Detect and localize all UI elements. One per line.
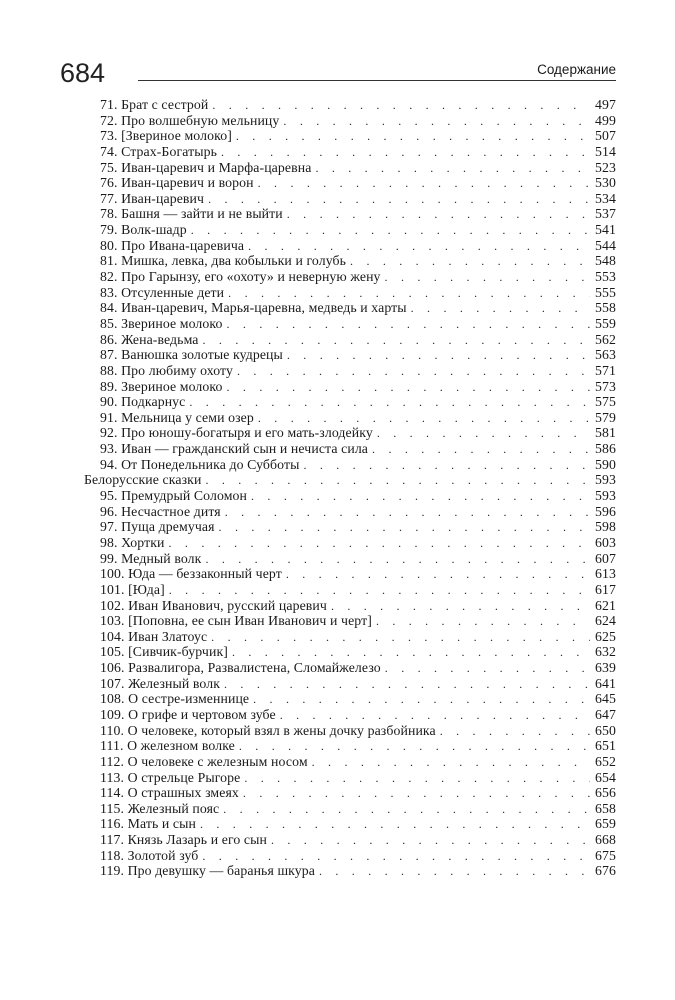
dot-leader — [271, 833, 590, 849]
toc-entry-page: 563 — [595, 347, 616, 363]
toc-entry-title: 105. [Сивчик-бурчик] — [100, 644, 228, 660]
toc-entry[interactable] — [84, 535, 616, 551]
toc-entry-title: 95. Премудрый Соломон — [100, 488, 248, 504]
toc-entry[interactable] — [84, 206, 616, 222]
toc-entry[interactable] — [84, 613, 616, 629]
toc-entry-title: 89. Звериное молоко — [100, 378, 223, 394]
toc-entry[interactable] — [84, 723, 616, 739]
toc-entry-page: 558 — [595, 300, 616, 316]
dot-leader — [258, 176, 590, 192]
toc-entry-title: 94. От Понедельника до Субботы — [100, 456, 300, 472]
toc-entry[interactable] — [84, 144, 616, 160]
toc-entry-title: 103. [Поповна, ее сын Иван Иванович и черт] — [100, 613, 372, 629]
header-rule — [138, 80, 616, 81]
toc-entry-page: 613 — [595, 566, 616, 582]
toc-entry[interactable] — [84, 394, 616, 410]
toc-entry[interactable] — [84, 160, 616, 176]
toc-entry-page: 499 — [595, 112, 616, 128]
toc-entry-title: 80. Про Ивана-царевича — [100, 237, 245, 253]
toc-entry-page: 652 — [595, 753, 616, 769]
dot-leader — [228, 286, 590, 302]
toc-entry-page: 507 — [595, 128, 616, 144]
page-number: 684 — [60, 58, 106, 88]
dot-leader — [237, 364, 590, 380]
toc-entry-page: 656 — [595, 785, 616, 801]
toc-entry-title: 77. Иван-царевич — [100, 190, 205, 206]
dot-leader — [212, 98, 590, 114]
dot-leader — [331, 599, 590, 615]
toc-entry-title: 78. Башня — зайти и не выйти — [100, 206, 283, 222]
toc-entry-title: 82. Про Гарынзу, его «охоту» и неверную жену — [100, 269, 381, 285]
dot-leader — [236, 129, 590, 145]
toc-entry-page: 555 — [595, 284, 616, 300]
toc-entry-title: 115. Железный пояс — [100, 800, 220, 816]
toc-entry-page: 621 — [595, 597, 616, 613]
toc-entry-page: 625 — [595, 628, 616, 644]
dot-leader — [203, 333, 590, 349]
dot-leader — [227, 380, 590, 396]
toc-entry[interactable] — [84, 191, 616, 207]
toc-entry-title: 84. Иван-царевич, Марья-царевна, медведь и харты — [100, 300, 407, 316]
toc-entry[interactable] — [84, 332, 616, 348]
toc-entry[interactable] — [84, 582, 616, 598]
toc-entry-page: 541 — [595, 222, 616, 238]
toc-entry-title: 117. Князь Лазарь и его сын — [100, 832, 267, 848]
toc-entry-title: 118. Золотой зуб — [100, 847, 199, 863]
section-title: Содержание — [533, 62, 616, 78]
dot-leader — [258, 411, 590, 427]
dot-leader — [251, 489, 590, 505]
dot-leader — [225, 505, 590, 521]
toc-entry-title: 79. Волк-шадр — [100, 222, 187, 238]
dot-leader — [200, 817, 590, 833]
dot-leader — [191, 223, 590, 239]
dot-leader — [253, 692, 590, 708]
toc-entry-page: 573 — [595, 378, 616, 394]
toc-entry-title: 112. О человеке с железным носом — [100, 753, 308, 769]
toc-entry[interactable] — [84, 425, 616, 441]
toc-entry-page: 603 — [595, 534, 616, 550]
toc-entry-title: 96. Несчастное дитя — [100, 503, 221, 519]
toc-entry[interactable] — [84, 754, 616, 770]
toc-entry-title: 110. О человеке, который взял в жены дочку разбойника — [100, 722, 436, 738]
toc-entry-title: 81. Мишка, левка, два кобыльки и голубь — [100, 253, 347, 269]
dot-leader — [208, 192, 590, 208]
toc-entry[interactable] — [84, 363, 616, 379]
toc-entry-page: 548 — [595, 253, 616, 269]
toc-entry[interactable] — [84, 347, 616, 363]
toc-entry-title: 92. Про юношу-богатыря и его мать-злодейку — [100, 425, 373, 441]
toc-entry[interactable] — [84, 504, 616, 520]
dot-leader — [287, 348, 590, 364]
table-of-contents — [84, 97, 616, 879]
dot-leader — [189, 395, 590, 411]
toc-entry-title: 73. [Звериное молоко] — [100, 128, 232, 144]
toc-entry-title: 85. Звериное молоко — [100, 315, 223, 331]
toc-entry-page: 668 — [595, 832, 616, 848]
toc-entry-title: 76. Иван-царевич и ворон — [100, 175, 254, 191]
toc-entry-title: 116. Мать и сын — [100, 816, 196, 832]
toc-entry-title: 93. Иван — гражданский сын и нечиста сила — [100, 441, 369, 457]
toc-entry-page: 562 — [595, 331, 616, 347]
dot-leader — [280, 708, 590, 724]
toc-entry-title: 106. Развалигора, Развалистена, Сломайжелезо — [100, 660, 381, 676]
toc-entry-title: 108. О сестре-изменнице — [100, 691, 250, 707]
toc-entry-title: 101. [Юда] — [100, 581, 165, 597]
toc-entry[interactable] — [84, 770, 616, 786]
toc-entry[interactable] — [84, 551, 616, 567]
toc-entry-title: 100. Юда — беззаконный черт — [100, 566, 282, 582]
toc-entry-page: 590 — [595, 456, 616, 472]
toc-entry[interactable] — [84, 253, 616, 269]
toc-entry[interactable] — [84, 519, 616, 535]
toc-entry-title: 119. Про девушку — баранья шкура — [100, 863, 315, 879]
toc-entry[interactable] — [84, 300, 616, 316]
toc-entry[interactable] — [84, 629, 616, 645]
dot-leader — [319, 864, 590, 880]
toc-entry[interactable] — [84, 738, 616, 754]
toc-entry-title: 104. Иван Златоус — [100, 628, 208, 644]
dot-leader — [169, 536, 590, 552]
dot-leader — [232, 645, 590, 661]
toc-entry-page: 571 — [595, 362, 616, 378]
toc-entry-title: 90. Подкарнус — [100, 394, 186, 410]
toc-entry-page: 675 — [595, 847, 616, 863]
dot-leader — [205, 552, 590, 568]
toc-entry[interactable] — [84, 801, 616, 817]
toc-entry[interactable] — [84, 285, 616, 301]
toc-entry[interactable] — [84, 488, 616, 504]
toc-entry-title: 83. Отсуленные дети — [100, 284, 225, 300]
toc-entry-page: 530 — [595, 175, 616, 191]
toc-entry-page: 598 — [595, 519, 616, 535]
dot-leader — [385, 270, 590, 286]
dot-leader — [202, 849, 590, 865]
toc-entry-page: 658 — [595, 800, 616, 816]
dot-leader — [350, 254, 590, 270]
toc-entry[interactable] — [84, 785, 616, 801]
dot-leader — [385, 661, 590, 677]
dot-leader — [221, 145, 590, 161]
toc-entry-page: 676 — [595, 863, 616, 879]
toc-entry[interactable] — [84, 848, 616, 864]
toc-entry-page: 575 — [595, 394, 616, 410]
toc-entry[interactable] — [84, 707, 616, 723]
dot-leader — [440, 724, 590, 740]
toc-entry-page: 632 — [595, 644, 616, 660]
toc-entry[interactable] — [84, 410, 616, 426]
toc-entry[interactable] — [84, 660, 616, 676]
toc-entry-page: 607 — [595, 550, 616, 566]
dot-leader — [303, 458, 590, 474]
dot-leader — [312, 755, 590, 771]
toc-entry[interactable] — [84, 379, 616, 395]
toc-entry-title: 98. Хортки — [100, 534, 165, 550]
toc-entry-title: 102. Иван Иванович, русский царевич — [100, 597, 327, 613]
toc-entry[interactable] — [84, 598, 616, 614]
toc-entry-page: 593 — [595, 488, 616, 504]
toc-entry-page: 579 — [595, 409, 616, 425]
toc-entry-page: 654 — [595, 769, 616, 785]
toc-entry-page: 581 — [595, 425, 616, 441]
dot-leader — [377, 426, 590, 442]
toc-entry-title: 74. Страх-Богатырь — [100, 143, 217, 159]
toc-entry[interactable] — [84, 175, 616, 191]
toc-entry-page: 651 — [595, 738, 616, 754]
toc-entry-title: 86. Жена-ведьма — [100, 331, 199, 347]
toc-entry-page: 537 — [595, 206, 616, 222]
toc-section-heading[interactable] — [84, 472, 616, 488]
toc-entry-page: 624 — [595, 613, 616, 629]
toc-entry[interactable] — [84, 816, 616, 832]
toc-entry-page: 650 — [595, 722, 616, 738]
dot-leader — [239, 739, 590, 755]
dot-leader — [315, 161, 590, 177]
toc-entry-page: 641 — [595, 675, 616, 691]
toc-entry-page: 596 — [595, 503, 616, 519]
toc-entry-title: 75. Иван-царевич и Марфа-царевна — [100, 159, 312, 175]
dot-leader — [243, 786, 590, 802]
toc-entry[interactable] — [84, 457, 616, 473]
toc-entry-title: 114. О страшных змеях — [100, 785, 239, 801]
toc-entry-title: 88. Про любиму охоту — [100, 362, 233, 378]
dot-leader — [244, 771, 590, 787]
toc-entry-title: Белорусские сказки — [84, 472, 202, 488]
toc-entry[interactable] — [84, 832, 616, 848]
dot-leader — [205, 473, 590, 489]
toc-entry-page: 659 — [595, 816, 616, 832]
toc-entry-page: 553 — [595, 269, 616, 285]
toc-entry[interactable] — [84, 238, 616, 254]
toc-entry[interactable] — [84, 691, 616, 707]
toc-entry-title: 111. О железном волке — [100, 738, 235, 754]
toc-entry[interactable] — [84, 269, 616, 285]
dot-leader — [372, 442, 590, 458]
toc-entry[interactable] — [84, 441, 616, 457]
dot-leader — [227, 317, 590, 333]
toc-entry[interactable] — [84, 644, 616, 660]
toc-entry-title: 113. О стрельце Рыгоре — [100, 769, 241, 785]
dot-leader — [286, 567, 590, 583]
dot-leader — [248, 239, 590, 255]
toc-entry[interactable] — [84, 316, 616, 332]
dot-leader — [224, 677, 590, 693]
toc-entry-page: 639 — [595, 660, 616, 676]
toc-entry-page: 647 — [595, 706, 616, 722]
dot-leader — [211, 630, 590, 646]
toc-entry-title: 109. О грифе и чертовом зубе — [100, 706, 276, 722]
dot-leader — [223, 802, 590, 818]
toc-entry-page: 559 — [595, 315, 616, 331]
toc-entry-page: 617 — [595, 581, 616, 597]
toc-entry[interactable] — [84, 128, 616, 144]
dot-leader — [283, 114, 590, 130]
toc-entry[interactable] — [84, 222, 616, 238]
toc-entry-page: 523 — [595, 159, 616, 175]
toc-entry-page: 534 — [595, 190, 616, 206]
toc-entry-title: 99. Медный волк — [100, 550, 202, 566]
toc-entry[interactable] — [84, 863, 616, 879]
toc-entry-page: 514 — [595, 143, 616, 159]
dot-leader — [219, 520, 590, 536]
dot-leader — [169, 583, 590, 599]
toc-entry-title: 91. Мельница у семи озер — [100, 409, 254, 425]
toc-entry[interactable] — [84, 676, 616, 692]
toc-entry-title: 72. Про волшебную мельницу — [100, 112, 280, 128]
toc-entry-page: 586 — [595, 441, 616, 457]
toc-entry-title: 107. Железный волк — [100, 675, 221, 691]
dot-leader — [287, 207, 590, 223]
dot-leader — [411, 301, 590, 317]
toc-entry[interactable] — [84, 97, 616, 113]
toc-entry-title: 97. Пуща дремучая — [100, 519, 215, 535]
dot-leader — [376, 614, 590, 630]
toc-entry-page: 645 — [595, 691, 616, 707]
toc-entry[interactable] — [84, 113, 616, 129]
running-header — [60, 58, 616, 90]
toc-entry-page: 497 — [595, 97, 616, 112]
toc-entry[interactable] — [84, 566, 616, 582]
toc-entry-page: 593 — [595, 472, 616, 488]
toc-entry-title: 71. Брат с сестрой — [100, 97, 209, 112]
toc-entry-page: 544 — [595, 237, 616, 253]
toc-entry-title: 87. Ванюшка золотые кудрецы — [100, 347, 283, 363]
